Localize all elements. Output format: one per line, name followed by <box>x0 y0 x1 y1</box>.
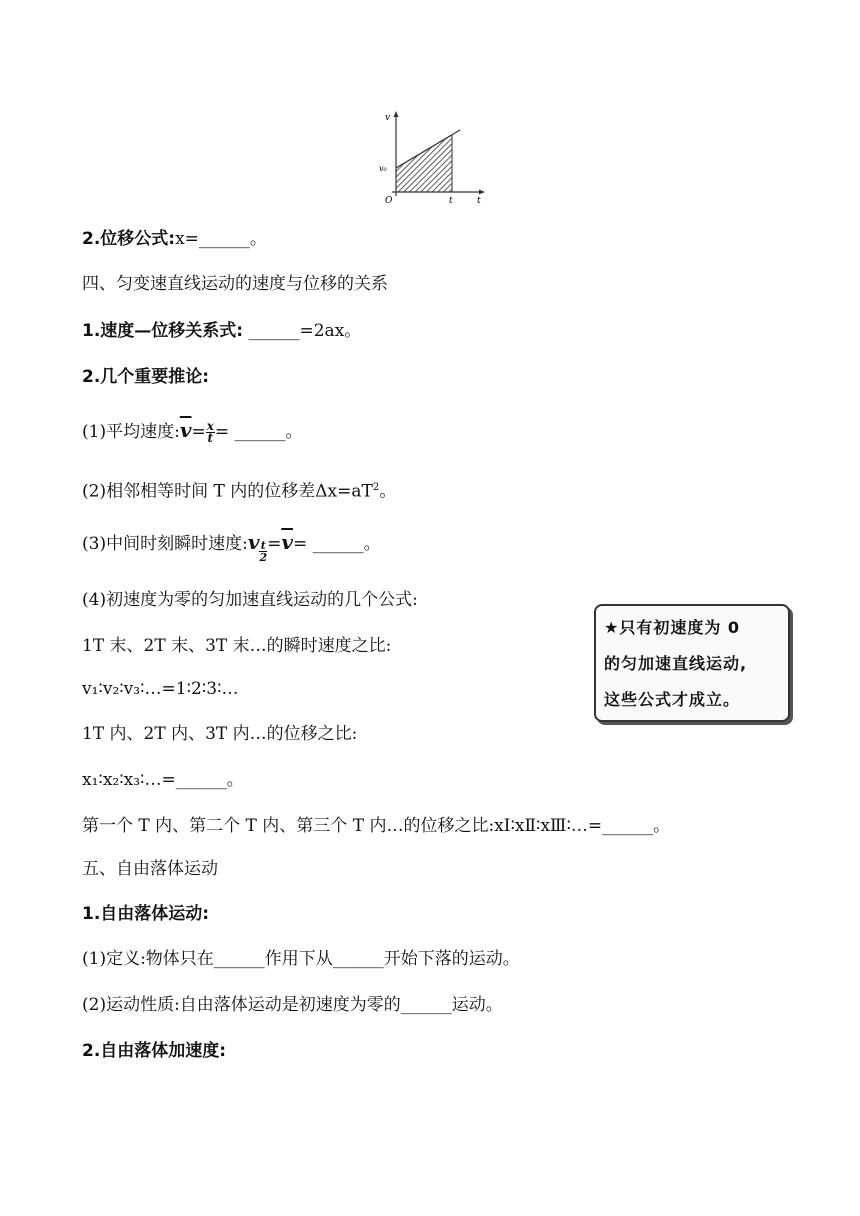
zero-initial-formulas-line: (4)初速度为零的匀加速直线运动的几个公式: <box>82 590 418 610</box>
callout-line-2: 的匀加速直线运动, <box>604 654 748 673</box>
displacement-difference-line: (2)相邻相等时间 T 内的位移差$\Delta x=aT^2$。 <box>82 481 397 502</box>
v-t-over-2-symbol: v $_{\frac{t}{2}}$ <box>247 530 268 564</box>
t-mark-label: t <box>449 196 453 206</box>
velocity-displacement-line <box>82 319 361 343</box>
callout-line-3: 这些公式才成立。 <box>604 690 741 709</box>
y-axis-label: v <box>385 113 391 123</box>
velocity-ratio-heading: 1T 末、2T 末、3T 末…的瞬时速度之比: <box>82 636 392 656</box>
average-velocity-blank: = ______。 <box>214 422 303 442</box>
velocity-ratio-line: v₁∶v₂∶v₃∶…=1∶2∶3∶… <box>82 679 239 699</box>
corollaries-heading: 2.几个重要推论: <box>82 367 210 387</box>
velocity-displacement-title: 1.速度—位移关系式: <box>82 321 244 341</box>
displacement-ratio-line: x₁∶x₂∶x₃∶…=______。 <box>82 770 244 790</box>
v0-label: v₀ <box>379 164 387 173</box>
free-fall-acceleration-heading: 2.自由落体加速度: <box>82 1041 227 1061</box>
displacement-ratio-heading: 1T 内、2T 内、3T 内…的位移之比: <box>82 724 358 744</box>
displacement-formula-text: x=______。 <box>175 229 267 249</box>
section-4-heading: 四、匀变速直线运动的速度与位移的关系 <box>82 274 388 294</box>
displacement-formula-line <box>82 227 267 251</box>
displacement-formula-title: 2.位移公式: <box>82 229 176 249</box>
x-axis-label: t <box>477 196 481 206</box>
velocity-displacement-text: ______=2ax。 <box>243 321 362 341</box>
x-axis-arrow <box>479 190 485 195</box>
v-t-graph <box>374 108 490 206</box>
successive-displacement-ratio-line: 第一个 T 内、第二个 T 内、第三个 T 内…的位移之比:xⅠ∶xⅡ∶xⅢ∶…=______。 <box>82 816 671 836</box>
average-velocity-label: (1)平均速度: <box>82 422 180 442</box>
free-fall-heading: 1.自由落体运动: <box>82 904 210 924</box>
section-5-heading: 五、自由落体运动 <box>82 859 218 879</box>
midpoint-velocity-blank: = ______。 <box>292 534 381 554</box>
midpoint-velocity-line: (3)中间时刻瞬时速度:v $_{\frac{t}{2}}$ $=\overline{v}=$ ______。 <box>82 530 381 564</box>
average-velocity-line: (1)平均速度$:\overline{v}=$ $\frac{x}{t}$ = ______。 <box>82 418 303 445</box>
free-fall-definition: (1)定义:物体只在______作用下从______开始下落的运动。 <box>82 949 520 969</box>
note-callout <box>594 604 790 722</box>
midpoint-velocity-label: (3)中间时刻瞬时速度: <box>82 534 248 554</box>
v-bar-symbol: $\overline{v}$ <box>179 418 192 442</box>
origin-label: O <box>385 196 393 206</box>
callout-line-1: ★只有初速度为 0 <box>604 618 741 637</box>
x-over-t-fraction: $\frac{x}{t}$ <box>206 419 214 445</box>
displacement-difference-text: (2)相邻相等时间 T 内的位移差Δx=aT <box>82 481 373 502</box>
y-axis-arrow <box>394 111 399 117</box>
free-fall-nature: (2)运动性质:自由落体运动是初速度为零的______运动。 <box>82 995 503 1015</box>
